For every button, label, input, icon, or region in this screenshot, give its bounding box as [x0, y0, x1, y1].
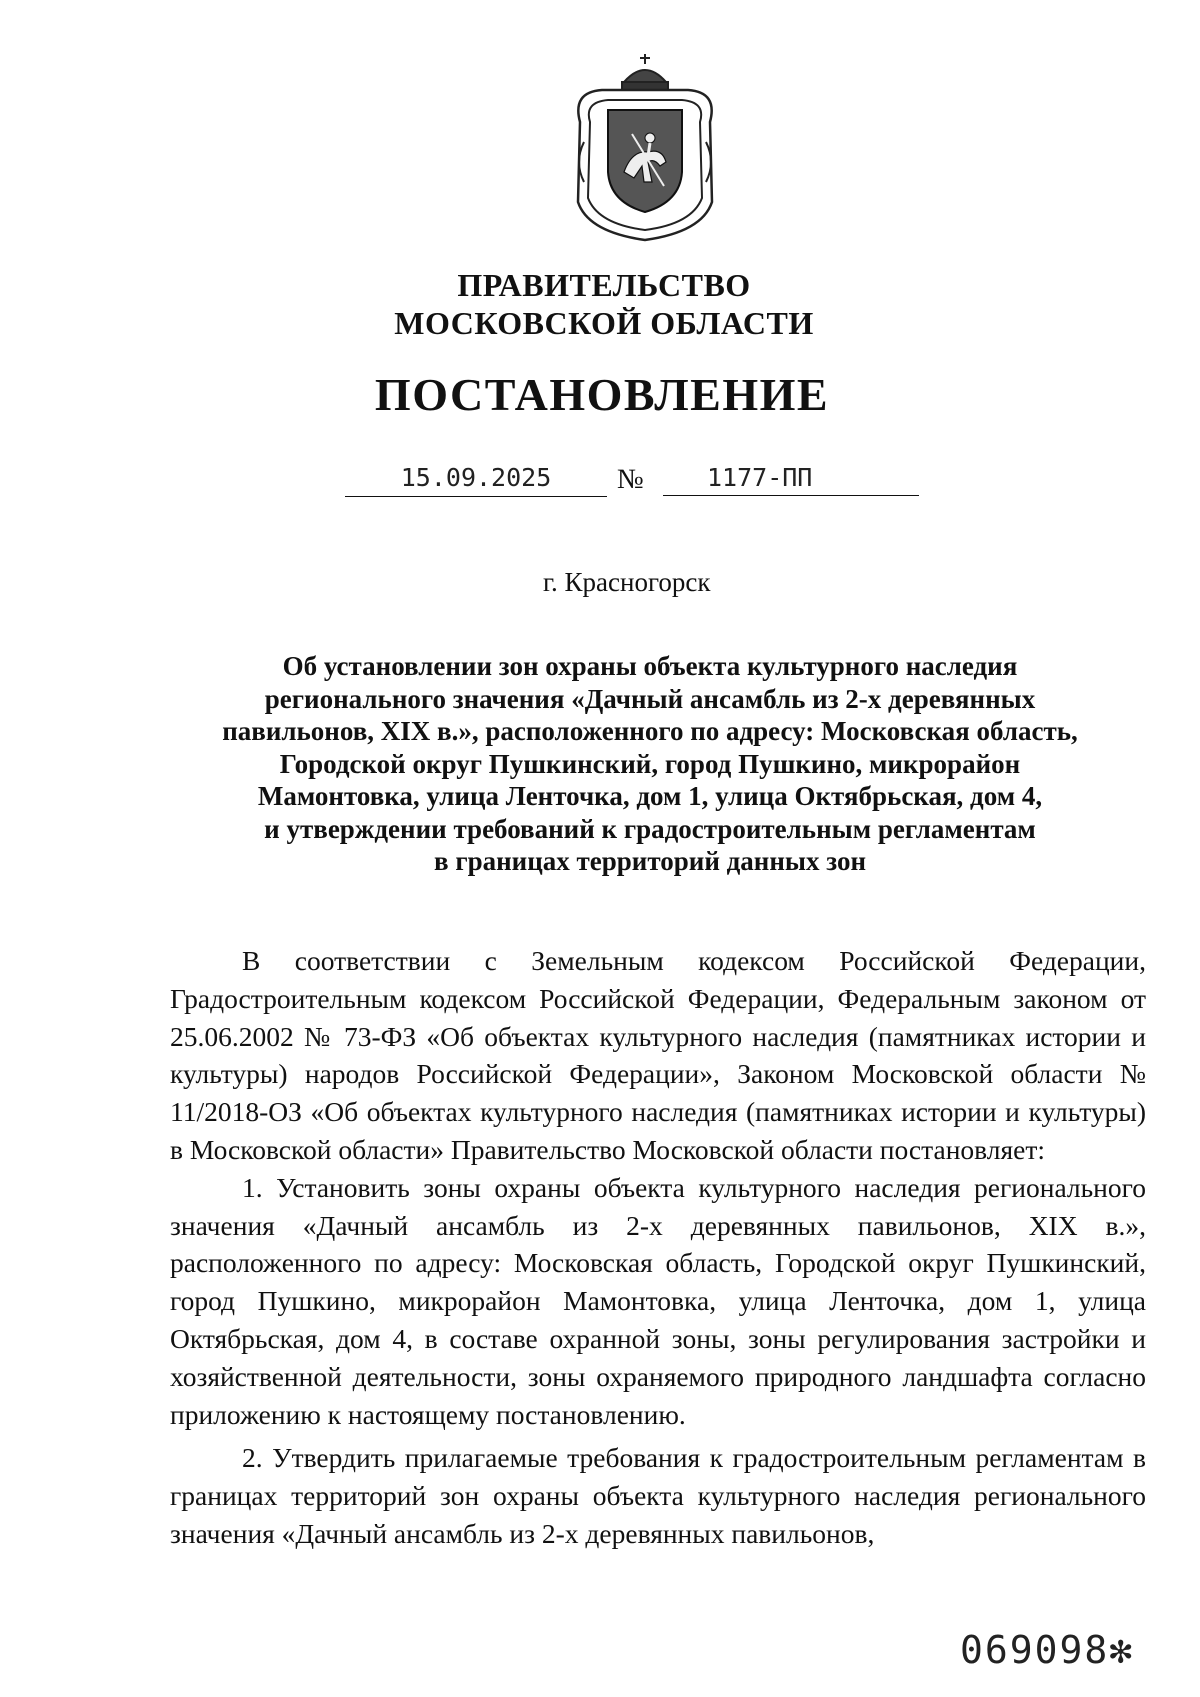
subject-line: Городской округ Пушкинский, город Пушкино, микрорайон [279, 748, 1021, 779]
issue-city: г. Красногорск [543, 567, 711, 597]
document-type-title: ПОСТАНОВЛЕНИЕ [374, 369, 830, 420]
serial-number: 069098 [960, 1628, 1110, 1672]
serial-number-stamp [960, 1628, 1134, 1672]
government-name-line-1: ПРАВИТЕЛЬСТВО [457, 267, 751, 303]
document-number: 1177-ПП [663, 462, 919, 496]
item-2-paragraph: 2. Утвердить прилагаемые требования к градостроительным регламентам в границах территорий зон охраны объекта культурного наследия регионального значения «Дачный ансамбль из 2-х деревянных павильонов, [170, 1442, 1146, 1549]
number-sign: № [617, 464, 644, 495]
document-date: 15.09.2025 [345, 462, 607, 497]
subject-line: регионального значения «Дачный ансамбль из 2-х деревянных [264, 683, 1036, 714]
registration-row [345, 462, 905, 502]
subject-line: Об установлении зон охраны объекта культурного наследия [282, 651, 1018, 681]
subject-line: и утверждении требований к градостроительным регламентам [264, 813, 1036, 844]
subject-line: в границах территорий данных зон [434, 846, 866, 876]
asterisk-mark-icon: ✻ [1109, 1628, 1135, 1672]
item-1-paragraph: 1. Установить зоны охраны объекта культурного наследия регионального значения «Дачный ансамбль из 2-х деревянных павильонов, XIX в.», расположенного по адресу: Московская область, Городской округ Пушкинский, город Пушкино, микрорайон Мамонтовка, улица Ленточка, дом 1, улица Октябрьская, дом 4, в составе охранной зоны, зоны регулирования застройки и хозяйственной деятельности, зоны охраняемого природного ландшафта согласно приложению к настоящему постановлению. [170, 1171, 1146, 1430]
coat-of-arms-icon [562, 52, 728, 242]
government-name-line-2: МОСКОВСКОЙ ОБЛАСТИ [394, 305, 814, 341]
document-subject [170, 650, 1130, 878]
preamble-paragraph: В соответствии с Земельным кодексом Российской Федерации, Градостроительным кодексом Российской Федерации, Федеральным законом от 25.06.2002 № 73-ФЗ «Об объектах культурного наследия (памятниках истории и культуры) народов Российской Федерации», Законом Московской области № 11/2018-ОЗ «Об объектах культурного наследия (памятниках истории и культуры) в Московской области» Правительство Московской области постановляет: [170, 945, 1146, 1165]
document-body [170, 942, 1146, 1553]
subject-line: павильонов, XIX в.», расположенного по адресу: Московская область, [222, 716, 1078, 746]
subject-line: Мамонтовка, улица Ленточка, дом 1, улица Октябрьская, дом 4, [257, 781, 1043, 811]
